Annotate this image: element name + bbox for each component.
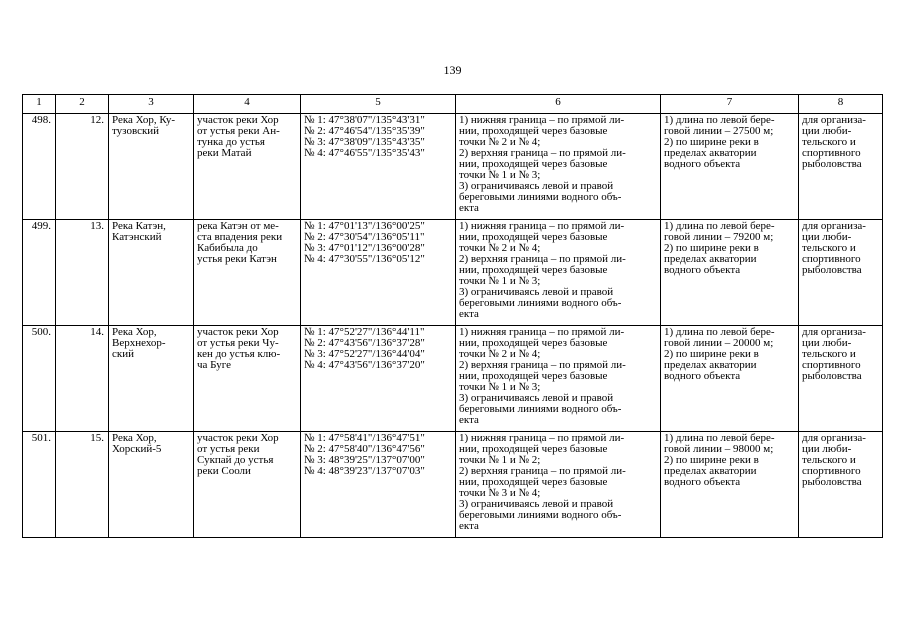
sub-number: 14.: [56, 326, 109, 432]
area-borders-line: 3) ограничиваясь левой и правой: [459, 286, 614, 298]
base-point-coordinates-line: № 3: 47°52'27"/136°44'04": [304, 348, 425, 360]
area-borders-line: береговыми линиями водного объ-: [459, 403, 622, 415]
area-borders-line: точки № 1 и № 3;: [459, 169, 541, 181]
area-size-line: пределах акватории: [664, 359, 757, 371]
base-point-coordinates-cell: [301, 432, 456, 538]
fishing-areas-table: [22, 94, 883, 538]
water-body-section-line: ста впадения реки: [197, 231, 283, 243]
area-borders-line: 1) нижняя граница – по прямой ли-: [459, 114, 625, 126]
usage-purpose-line: для организа-: [802, 326, 866, 338]
area-borders-line: нии, проходящей через базовые: [459, 125, 608, 137]
base-point-coordinates-line: № 3: 47°01'12"/136°00'28": [304, 242, 425, 254]
fishing-area-name-cell: [109, 114, 194, 220]
column-header: 1: [23, 95, 56, 114]
base-point-coordinates-line: № 4: 47°30'55"/136°05'12": [304, 253, 425, 265]
fishing-area-name-line: Река Катэн,: [112, 220, 166, 232]
table-header-row: [23, 95, 883, 114]
area-size-line: водного объекта: [664, 476, 741, 488]
usage-purpose-line: для организа-: [802, 432, 866, 444]
area-borders-line: точки № 2 и № 4;: [459, 136, 541, 148]
area-borders-cell: [456, 326, 661, 432]
base-point-coordinates-line: № 4: 48°39'23"/137°07'03": [304, 465, 425, 477]
area-size-line: говой линии – 20000 м;: [664, 337, 774, 349]
base-point-coordinates-cell: [301, 114, 456, 220]
usage-purpose-line: тельского и: [802, 136, 856, 148]
column-header: 5: [301, 95, 456, 114]
area-borders-line: 2) верхняя граница – по прямой ли-: [459, 253, 626, 265]
area-size-line: 2) по ширине реки в: [664, 454, 759, 466]
water-body-section-line: река Катэн от ме-: [197, 220, 279, 232]
area-size-cell: [661, 220, 799, 326]
usage-purpose-line: тельского и: [802, 348, 856, 360]
column-header: 2: [56, 95, 109, 114]
area-borders-line: екта: [459, 308, 479, 320]
area-size-line: 1) длина по левой бере-: [664, 432, 775, 444]
area-size-line: 2) по ширине реки в: [664, 136, 759, 148]
area-borders-line: береговыми линиями водного объ-: [459, 191, 622, 203]
fishing-area-name-cell: [109, 432, 194, 538]
area-borders-line: 1) нижняя граница – по прямой ли-: [459, 326, 625, 338]
area-borders-cell: [456, 220, 661, 326]
area-borders-line: нии, проходящей через базовые: [459, 476, 608, 488]
area-borders-line: точки № 1 и № 3;: [459, 275, 541, 287]
area-borders-line: нии, проходящей через базовые: [459, 443, 608, 455]
area-borders-line: нии, проходящей через базовые: [459, 231, 608, 243]
column-header: 7: [661, 95, 799, 114]
area-borders-line: 3) ограничиваясь левой и правой: [459, 498, 614, 510]
row-number: 500.: [23, 326, 56, 432]
column-header: 3: [109, 95, 194, 114]
water-body-section-line: участок реки Хор: [197, 326, 279, 338]
usage-purpose-line: ции люби-: [802, 125, 852, 137]
area-borders-line: 1) нижняя граница – по прямой ли-: [459, 432, 625, 444]
area-borders-line: береговыми линиями водного объ-: [459, 509, 622, 521]
usage-purpose-cell: [799, 326, 883, 432]
base-point-coordinates-line: № 1: 47°52'27"/136°44'11": [304, 326, 425, 338]
area-size-line: 2) по ширине реки в: [664, 348, 759, 360]
area-borders-line: екта: [459, 414, 479, 426]
base-point-coordinates-line: № 2: 47°30'54"/136°05'11": [304, 231, 425, 243]
area-borders-line: точки № 2 и № 4;: [459, 348, 541, 360]
usage-purpose-line: спортивного: [802, 253, 861, 265]
area-size-line: водного объекта: [664, 264, 741, 276]
area-borders-line: 1) нижняя граница – по прямой ли-: [459, 220, 625, 232]
usage-purpose-cell: [799, 114, 883, 220]
base-point-coordinates-line: № 2: 47°43'56"/136°37'28": [304, 337, 425, 349]
area-size-line: говой линии – 79200 м;: [664, 231, 774, 243]
area-borders-line: береговыми линиями водного объ-: [459, 297, 622, 309]
area-size-line: 1) длина по левой бере-: [664, 326, 775, 338]
sub-number: 12.: [56, 114, 109, 220]
fishing-area-name-line: Река Хор, Ку-: [112, 114, 176, 126]
area-borders-cell: [456, 114, 661, 220]
table-row: [23, 326, 883, 432]
area-borders-line: нии, проходящей через базовые: [459, 264, 608, 276]
usage-purpose-line: рыболовства: [802, 264, 862, 276]
water-body-section-cell: [194, 114, 301, 220]
area-borders-line: 2) верхняя граница – по прямой ли-: [459, 147, 626, 159]
usage-purpose-line: спортивного: [802, 147, 861, 159]
base-point-coordinates-line: № 4: 47°43'56"/136°37'20": [304, 359, 425, 371]
usage-purpose-line: рыболовства: [802, 158, 862, 170]
base-point-coordinates-line: № 4: 47°46'55"/135°35'43": [304, 147, 425, 159]
fishing-area-name-line: Река Хор,: [112, 326, 157, 338]
base-point-coordinates-line: № 1: 47°58'41"/136°47'51": [304, 432, 425, 444]
base-point-coordinates-line: № 1: 47°01'13"/136°00'25": [304, 220, 425, 232]
water-body-section-line: тунка до устья: [197, 136, 265, 148]
column-header: 8: [799, 95, 883, 114]
area-size-line: говой линии – 27500 м;: [664, 125, 774, 137]
usage-purpose-line: для организа-: [802, 114, 866, 126]
sub-number: 13.: [56, 220, 109, 326]
fishing-area-name-line: Хорский-5: [112, 443, 162, 455]
usage-purpose-cell: [799, 220, 883, 326]
table-row: [23, 220, 883, 326]
area-borders-line: екта: [459, 202, 479, 214]
water-body-section-cell: [194, 326, 301, 432]
water-body-section-line: кен до устья клю-: [197, 348, 281, 360]
area-size-line: пределах акватории: [664, 253, 757, 265]
water-body-section-line: участок реки Хор: [197, 114, 279, 126]
area-borders-line: нии, проходящей через базовые: [459, 158, 608, 170]
row-number: 501.: [23, 432, 56, 538]
area-borders-line: точки № 3 и № 4;: [459, 487, 541, 499]
area-size-line: водного объекта: [664, 158, 741, 170]
water-body-section-line: реки Сооли: [197, 465, 251, 477]
area-size-cell: [661, 326, 799, 432]
usage-purpose-cell: [799, 432, 883, 538]
area-borders-line: точки № 1 и № 3;: [459, 381, 541, 393]
fishing-area-name-line: Верхнехор-: [112, 337, 166, 349]
fishing-area-name-cell: [109, 220, 194, 326]
area-borders-line: точки № 1 и № 2;: [459, 454, 541, 466]
base-point-coordinates-line: № 3: 47°38'09"/135°43'35": [304, 136, 425, 148]
usage-purpose-line: спортивного: [802, 465, 861, 477]
base-point-coordinates-line: № 3: 48°39'25"/137°07'00": [304, 454, 425, 466]
area-borders-line: 2) верхняя граница – по прямой ли-: [459, 465, 626, 477]
water-body-section-cell: [194, 220, 301, 326]
area-borders-line: екта: [459, 520, 479, 532]
fishing-area-name-line: Катэнский: [112, 231, 162, 243]
fishing-area-name-line: тузовский: [112, 125, 160, 137]
sub-number: 15.: [56, 432, 109, 538]
water-body-section-line: от устья реки Ан-: [197, 125, 280, 137]
water-body-section-line: реки Матай: [197, 147, 252, 159]
water-body-section-line: от устья реки Чу-: [197, 337, 279, 349]
area-size-line: 1) длина по левой бере-: [664, 114, 775, 126]
fishing-area-name-cell: [109, 326, 194, 432]
base-point-coordinates-cell: [301, 220, 456, 326]
usage-purpose-line: ции люби-: [802, 443, 852, 455]
water-body-section-cell: [194, 432, 301, 538]
water-body-section-line: Кабибыла до: [197, 242, 258, 254]
usage-purpose-line: рыболовства: [802, 370, 862, 382]
area-borders-line: нии, проходящей через базовые: [459, 337, 608, 349]
water-body-section-line: от устья реки: [197, 443, 260, 455]
base-point-coordinates-cell: [301, 326, 456, 432]
table-row: [23, 432, 883, 538]
area-borders-line: 3) ограничиваясь левой и правой: [459, 180, 614, 192]
table-row: [23, 114, 883, 220]
water-body-section-line: участок реки Хор: [197, 432, 279, 444]
area-size-cell: [661, 432, 799, 538]
base-point-coordinates-line: № 2: 47°58'40"/136°47'56": [304, 443, 425, 455]
usage-purpose-line: рыболовства: [802, 476, 862, 488]
row-number: 498.: [23, 114, 56, 220]
fishing-area-name-line: Река Хор,: [112, 432, 157, 444]
area-size-line: 1) длина по левой бере-: [664, 220, 775, 232]
table-body: [23, 114, 883, 538]
area-borders-line: точки № 2 и № 4;: [459, 242, 541, 254]
column-header: 6: [456, 95, 661, 114]
usage-purpose-line: спортивного: [802, 359, 861, 371]
area-size-cell: [661, 114, 799, 220]
area-borders-line: 3) ограничиваясь левой и правой: [459, 392, 614, 404]
water-body-section-line: Сукпай до устья: [197, 454, 274, 466]
area-borders-line: 2) верхняя граница – по прямой ли-: [459, 359, 626, 371]
fishing-area-name-line: ский: [112, 348, 134, 360]
area-size-line: пределах акватории: [664, 147, 757, 159]
area-borders-cell: [456, 432, 661, 538]
base-point-coordinates-line: № 1: 47°38'07"/135°43'31": [304, 114, 425, 126]
usage-purpose-line: тельского и: [802, 454, 856, 466]
area-size-line: пределах акватории: [664, 465, 757, 477]
base-point-coordinates-line: № 2: 47°46'54"/135°35'39": [304, 125, 425, 137]
area-size-line: водного объекта: [664, 370, 741, 382]
usage-purpose-line: ции люби-: [802, 231, 852, 243]
row-number: 499.: [23, 220, 56, 326]
water-body-section-line: устья реки Катэн: [197, 253, 277, 265]
column-header: 4: [194, 95, 301, 114]
page-number: 139: [443, 63, 462, 77]
area-borders-line: нии, проходящей через базовые: [459, 370, 608, 382]
water-body-section-line: ча Буге: [197, 359, 231, 371]
usage-purpose-line: для организа-: [802, 220, 866, 232]
area-size-line: говой линии – 98000 м;: [664, 443, 774, 455]
usage-purpose-line: ции люби-: [802, 337, 852, 349]
usage-purpose-line: тельского и: [802, 242, 856, 254]
area-size-line: 2) по ширине реки в: [664, 242, 759, 254]
